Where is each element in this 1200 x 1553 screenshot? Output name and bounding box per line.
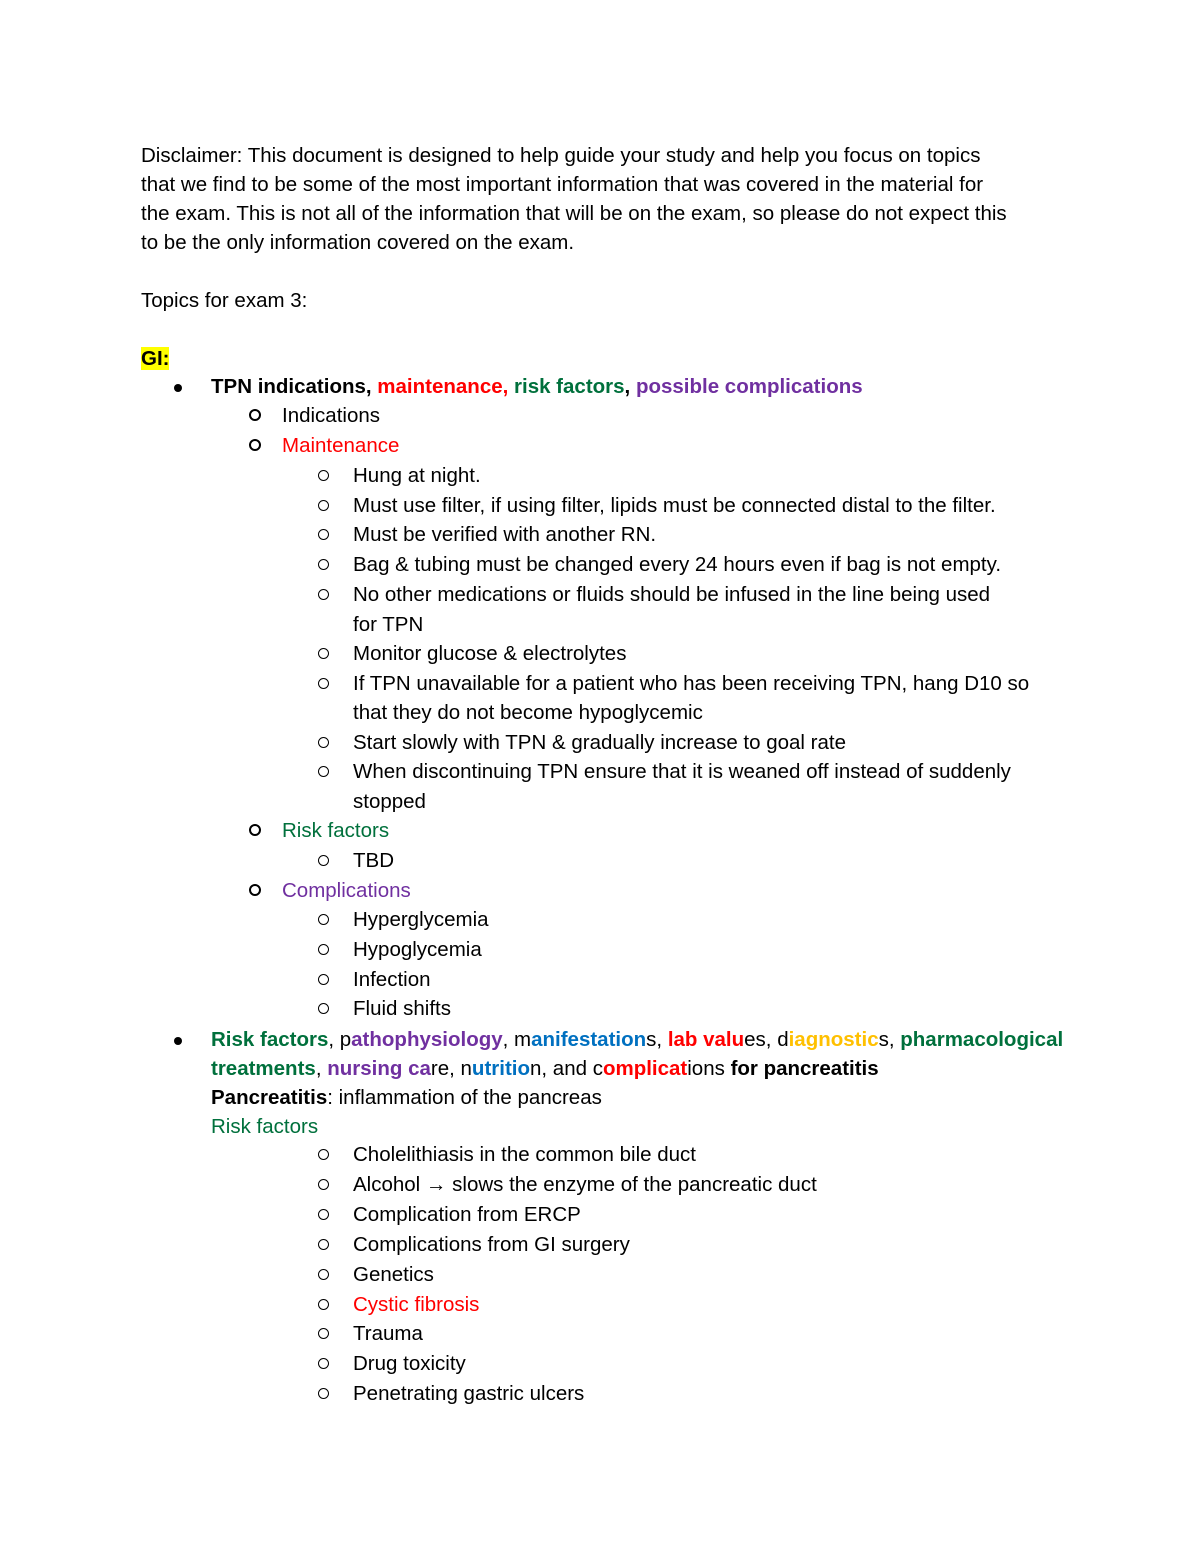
ph1-sep: , p [328, 1028, 352, 1051]
ph1-sep: es, d [744, 1028, 789, 1051]
arrow-right-icon: → [425, 1173, 447, 1196]
ph1-sep: s, [878, 1028, 901, 1051]
bullet-ring [318, 965, 329, 994]
bullet-dot [174, 1025, 182, 1054]
ph1-lab: lab valu [667, 1028, 745, 1051]
alcohol-text: Alcohol [353, 1173, 426, 1196]
bullet-ring [318, 846, 329, 875]
ph2-nursing: nursing ca [327, 1057, 431, 1080]
pancreatitis-heading-line-1 [211, 1025, 1063, 1054]
risk-item: TBD [353, 849, 394, 872]
bullet-ring [318, 757, 329, 786]
gi-heading-text: GI: [141, 347, 170, 370]
tpn-heading [211, 372, 863, 401]
bullet-ring [318, 1290, 329, 1319]
gi-heading [141, 344, 169, 373]
pancreatitis-risk-item: Complications from GI surgery [353, 1233, 630, 1256]
disclaimer-line-2: that we find to be some of the most important information that was covered in the material for [141, 173, 984, 196]
ph1-patho: athophysiology [351, 1028, 503, 1051]
tpn-heading-comma: , [624, 375, 636, 398]
bullet-ring [318, 580, 329, 609]
maintenance-item: Start slowly with TPN & gradually increase to goal rate [353, 731, 846, 754]
ph2-sep: , [315, 1057, 328, 1080]
pancreatitis-risk-item: Penetrating gastric ulcers [353, 1382, 585, 1405]
maintenance-item-cont: that they do not become hypoglycemic [353, 701, 703, 724]
ph2-sep: n, and c [530, 1057, 603, 1080]
maintenance-item: Must use filter, if using filter, lipids must be connected distal to the filter. [353, 494, 996, 517]
bullet-ring [318, 1379, 329, 1408]
pancreatitis-risk-item: Trauma [353, 1322, 423, 1345]
tpn-heading-maintenance: maintenance, [377, 375, 515, 398]
pancreatitis-risk-label: Risk factors [211, 1115, 319, 1138]
bullet-ring [318, 1170, 329, 1199]
bullet-dot [174, 372, 182, 401]
pancreatitis-risk-item [353, 1170, 817, 1199]
bullet-ring [318, 935, 329, 964]
bullet-ring-bold [249, 431, 261, 460]
topics-title: Topics for exam 3: [141, 289, 308, 312]
ph2-treat: treatments [211, 1057, 316, 1080]
pancreatitis-risk-item: Cholelithiasis in the common bile duct [353, 1143, 696, 1166]
disclaimer-line-3: the exam. This is not all of the information that will be on the exam, so please do not expect this [141, 202, 1007, 225]
pancreatitis-risk-item: Cystic fibrosis [353, 1293, 480, 1316]
bullet-ring [318, 669, 329, 698]
tpn-indications-label: Indications [282, 404, 381, 427]
maintenance-item-cont: for TPN [353, 613, 424, 636]
bullet-ring [318, 1319, 329, 1348]
bullet-ring-bold [249, 876, 261, 905]
ph2-complic: omplicat [602, 1057, 688, 1080]
bullet-ring [318, 1349, 329, 1378]
bullet-ring [318, 491, 329, 520]
maintenance-item: Monitor glucose & electrolytes [353, 642, 627, 665]
bullet-ring [318, 1200, 329, 1229]
definition-term: Pancreatitis [211, 1086, 328, 1109]
ph1-pharm: pharmacological [900, 1028, 1064, 1051]
ph1-manif: anifestation [531, 1028, 647, 1051]
bullet-ring-bold [249, 816, 261, 845]
tpn-complications-label: Complications [282, 879, 411, 902]
definition-text: : inflammation of the pancreas [327, 1086, 602, 1109]
maintenance-item-cont: stopped [353, 790, 426, 813]
alcohol-rest: slows the enzyme of the pancreatic duct [446, 1173, 817, 1196]
pancreatitis-definition [211, 1083, 602, 1112]
ph1-sep: , m [502, 1028, 532, 1051]
tpn-maintenance-label: Maintenance [282, 434, 400, 457]
maintenance-item: Hung at night. [353, 464, 481, 487]
ph2-nutrition: utritio [471, 1057, 530, 1080]
bullet-ring-bold [249, 401, 261, 430]
bullet-ring [318, 1140, 329, 1169]
pancreatitis-heading-line-2 [211, 1054, 879, 1083]
bullet-ring [318, 639, 329, 668]
ph2-sep: ions [687, 1057, 731, 1080]
disclaimer-line-4: to be the only information covered on the exam. [141, 231, 575, 254]
maintenance-item: Bag & tubing must be changed every 24 hours even if bag is not empty. [353, 553, 1002, 576]
pancreatitis-risk-item: Complication from ERCP [353, 1203, 581, 1226]
bullet-ring [318, 550, 329, 579]
bullet-ring [318, 461, 329, 490]
bullet-ring [318, 520, 329, 549]
maintenance-item: No other medications or fluids should be infused in the line being used [353, 583, 991, 606]
ph2-sep: re, n [430, 1057, 472, 1080]
bullet-ring [318, 1260, 329, 1289]
maintenance-item: Must be verified with another RN. [353, 523, 657, 546]
maintenance-item: If TPN unavailable for a patient who has been receiving TPN, hang D10 so [353, 672, 1030, 695]
complication-item: Infection [353, 968, 431, 991]
disclaimer-line-1: Disclaimer: This document is designed to help guide your study and help you focus on topics [141, 144, 981, 167]
bullet-ring [318, 905, 329, 934]
tpn-heading-part1: TPN indications, [211, 375, 378, 398]
complication-item: Hyperglycemia [353, 908, 489, 931]
tpn-heading-complications: possible complications [635, 375, 863, 398]
complication-item: Fluid shifts [353, 997, 451, 1020]
bullet-ring [318, 1230, 329, 1259]
ph1-sep: s, [646, 1028, 668, 1051]
ph1-diag: iagnostic [788, 1028, 879, 1051]
maintenance-item: When discontinuing TPN ensure that it is weaned off instead of suddenly [353, 760, 1011, 783]
complication-item: Hypoglycemia [353, 938, 482, 961]
ph1-risk: Risk factors [211, 1028, 329, 1051]
pancreatitis-risk-item: Genetics [353, 1263, 434, 1286]
bullet-ring [318, 728, 329, 757]
pancreatitis-risk-item: Drug toxicity [353, 1352, 466, 1375]
tpn-heading-risk: risk factors [514, 375, 625, 398]
tpn-risk-label: Risk factors [282, 819, 390, 842]
ph2-for: for pancreatitis [730, 1057, 879, 1080]
bullet-ring [318, 994, 329, 1023]
